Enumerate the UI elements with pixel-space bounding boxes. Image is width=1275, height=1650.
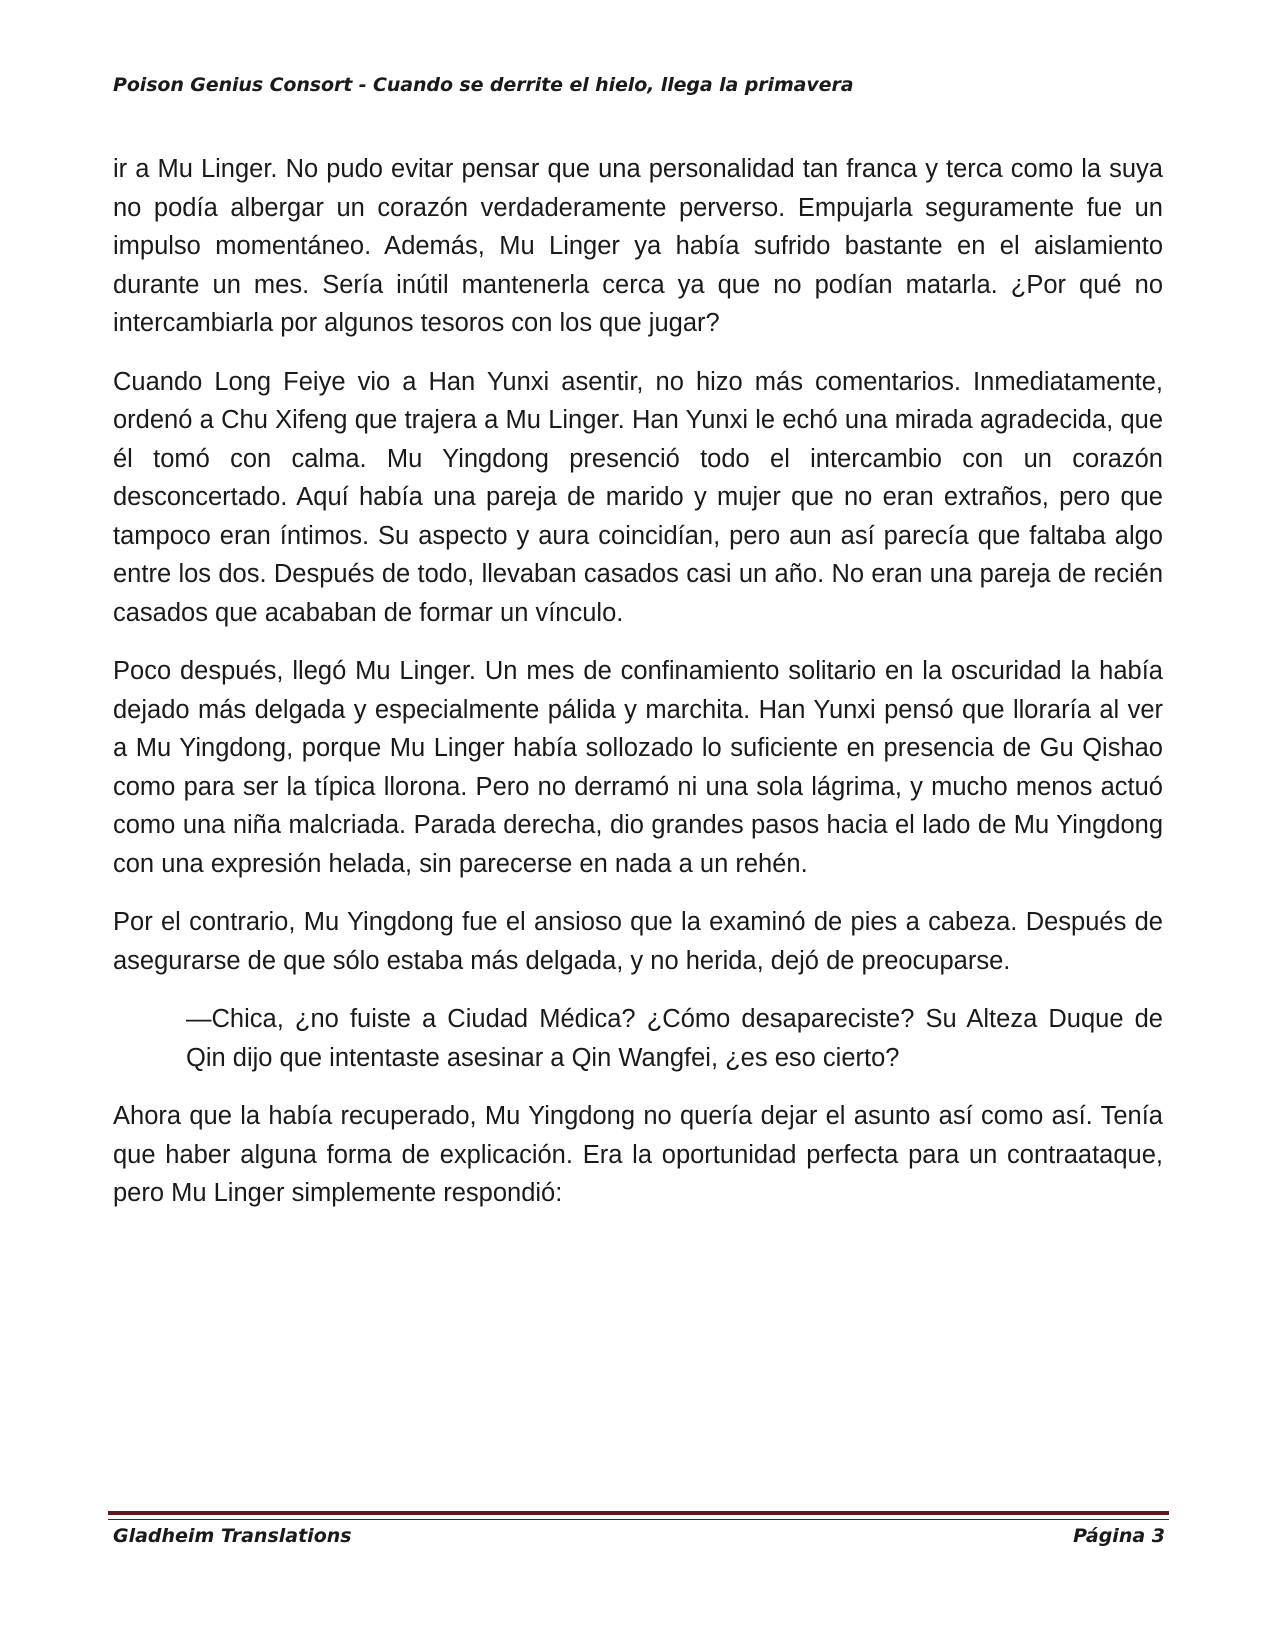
dialogue-paragraph: —Chica, ¿no fuiste a Ciudad Médica? ¿Cómo desapareciste? Su Alteza Duque de Qin dijo que intentaste asesinar a Qin Wangfei, ¿es eso cierto? [186, 1005, 1163, 1072]
footer-divider [108, 1511, 1169, 1515]
paragraph: Por el contrario, Mu Yingdong fue el ansioso que la examinó de pies a cabeza. Después de asegurarse de que sólo estaba más delgada, y no herida, dejó de preocuparse. [113, 908, 1163, 975]
paragraph: Poco después, llegó Mu Linger. Un mes de confinamiento solitario en la oscuridad la había dejado más delgada y especialmente pálida y marchita. Han Yunxi pensó que lloraría al ver a Mu Yingdong, porque Mu Linger había sollozado lo suficiente en presencia de Gu Qishao como para ser la típica llorona. Pero no derramó ni una sola lágrima, y mucho menos actuó como una niña malcriada. Parada derecha, dio grandes pasos hacia el lado de Mu Yingdong con una expresión helada, sin parecerse en nada a un rehén. [113, 657, 1163, 878]
paragraph: Cuando Long Feiye vio a Han Yunxi asentir, no hizo más comentarios. Inmediatamente, ordenó a Chu Xifeng que trajera a Mu Linger. Han Yunxi le echó una mirada agradecida, que él tomó con calma. Mu Yingdong presenció todo el intercambio con un corazón desconcertado. Aquí había una pareja de marido y mujer que no eran extraños, pero que tampoco eran íntimos. Su aspecto y aura coincidían, pero aun así parecía que faltaba algo entre los dos. Después de todo, llevaban casados casi un año. No eran una pareja de recién casados que acababan de formar un vínculo. [113, 367, 1163, 627]
paragraph: Ahora que la había recuperado, Mu Yingdong no quería dejar el asunto así como así. Tenía que haber alguna forma de explicación. Era la oportunidad perfecta para un contraataque, pero Mu Linger simplemente respondió: [113, 1102, 1163, 1207]
page-number: Página 3 [1073, 1525, 1165, 1547]
page-header: Poison Genius Consort - Cuando se derrite el hielo, llega la primavera [113, 74, 854, 96]
document-body [113, 150, 1163, 1233]
footer-divider-thin [108, 1519, 1169, 1520]
paragraph: ir a Mu Linger. No pudo evitar pensar que una personalidad tan franca y terca como la suya no podía albergar un corazón verdaderamente perverso. Empujarla seguramente fue un impulso momentáneo. Además, Mu Linger ya había sufrido bastante en el aislamiento durante un mes. Sería inútil mantenerla cerca ya que no podían matarla. ¿Por qué no intercambiarla por algunos tesoros con los que jugar? [113, 155, 1163, 337]
footer-credit: Gladheim Translations [113, 1525, 352, 1547]
